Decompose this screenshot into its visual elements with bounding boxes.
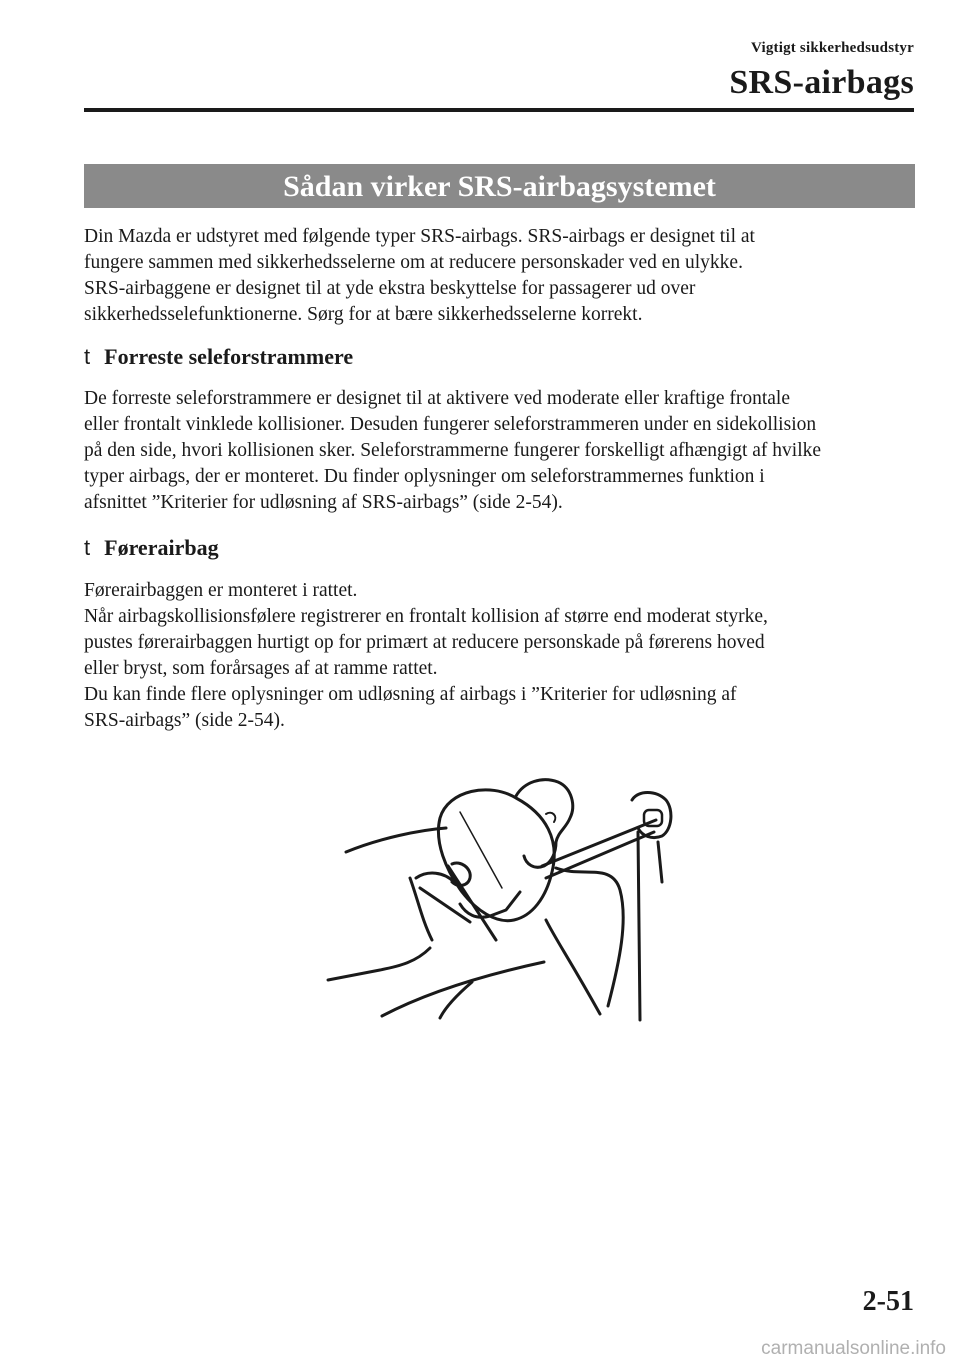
- intro-line: SRS-airbaggene er designet til at yde ekstra beskyttelse for passagerer ud over: [84, 278, 696, 299]
- pretensioner-paragraph: [84, 386, 924, 516]
- chapter-title: SRS-airbags: [729, 64, 914, 101]
- paragraph-line: eller bryst, som forårsages af at ramme rattet.: [84, 658, 438, 679]
- watermark: carmanualsonline.info: [761, 1338, 946, 1359]
- dashboard-lower: [328, 948, 430, 980]
- paragraph-line: eller frontalt vinklede kollisioner. Desuden fungerer seleforstrammeren under en sidekollision: [84, 414, 817, 435]
- bullet-marker: t: [84, 535, 91, 560]
- paragraph-line: Når airbagskollisionsfølere registrerer en frontalt kollision af større end moderat styrke,: [84, 606, 768, 627]
- paragraph-line: SRS-airbags” (side 2-54).: [84, 710, 285, 731]
- driver-chest: [546, 920, 600, 1014]
- subsection-title: Førerairbag: [104, 535, 219, 560]
- intro-paragraph: [84, 224, 924, 328]
- paragraph-line: De forreste seleforstrammere er designet til at aktivere ved moderate eller kraftige frontale: [84, 388, 790, 409]
- driver-ear: [546, 813, 555, 822]
- bullet-marker: t: [84, 344, 91, 369]
- paragraph-line: afsnittet ”Kriterier for udløsning af SRS-airbags” (side 2-54).: [84, 492, 563, 513]
- airbag-fold-line: [460, 812, 502, 888]
- section-banner: Sådan virker SRS-airbagsystemet: [84, 164, 915, 208]
- driver-torso: [556, 868, 623, 1006]
- intro-line: sikkerhedsselefunktionerne. Sørg for at bære sikkerhedsselerne korrekt.: [84, 304, 643, 325]
- page-number: 2-51: [862, 1286, 914, 1317]
- paragraph-line: Du kan finde flere oplysninger om udløsning af airbags i ”Kriterier for udløsning af: [84, 684, 737, 705]
- b-pillar-inner: [658, 842, 662, 882]
- dashboard-outline: [346, 828, 446, 852]
- subsection-heading-seatbelt-pretensioners: [84, 344, 353, 370]
- subsection-heading-driver-airbag: [84, 535, 219, 561]
- intro-line: fungere sammen med sikkerhedsselerne om at reducere personskader ved en ulykke.: [84, 252, 743, 273]
- paragraph-line: pustes førerairbaggen hurtigt op for primært at reducere personskade på førerens hoved: [84, 632, 765, 653]
- paragraph-line: på den side, hvori kollisionen sker. Seleforstrammerne fungerer forskelligt afhængigt af hvilke: [84, 440, 822, 461]
- header-rule: [84, 108, 914, 112]
- chapter-subtitle: Vigtigt sikkerhedsudstyr: [750, 40, 914, 56]
- airbag-icon: [438, 790, 554, 921]
- driver-airbag-paragraph: [84, 578, 924, 734]
- driver-forearm: [416, 873, 454, 882]
- paragraph-line: Førerairbaggen er monteret i rattet.: [84, 580, 358, 601]
- driver-airbag-illustration: [320, 770, 680, 1030]
- paragraph-line: typer airbags, der er monteret. Du finder oplysninger om seleforstrammernes funktion i: [84, 466, 765, 487]
- seat-cushion: [440, 982, 472, 1018]
- intro-line: Din Mazda er udstyret med følgende typer SRS-airbags. SRS-airbags er designet til at: [84, 226, 755, 247]
- b-pillar: [638, 832, 640, 1020]
- subsection-title: Forreste seleforstrammere: [104, 344, 354, 369]
